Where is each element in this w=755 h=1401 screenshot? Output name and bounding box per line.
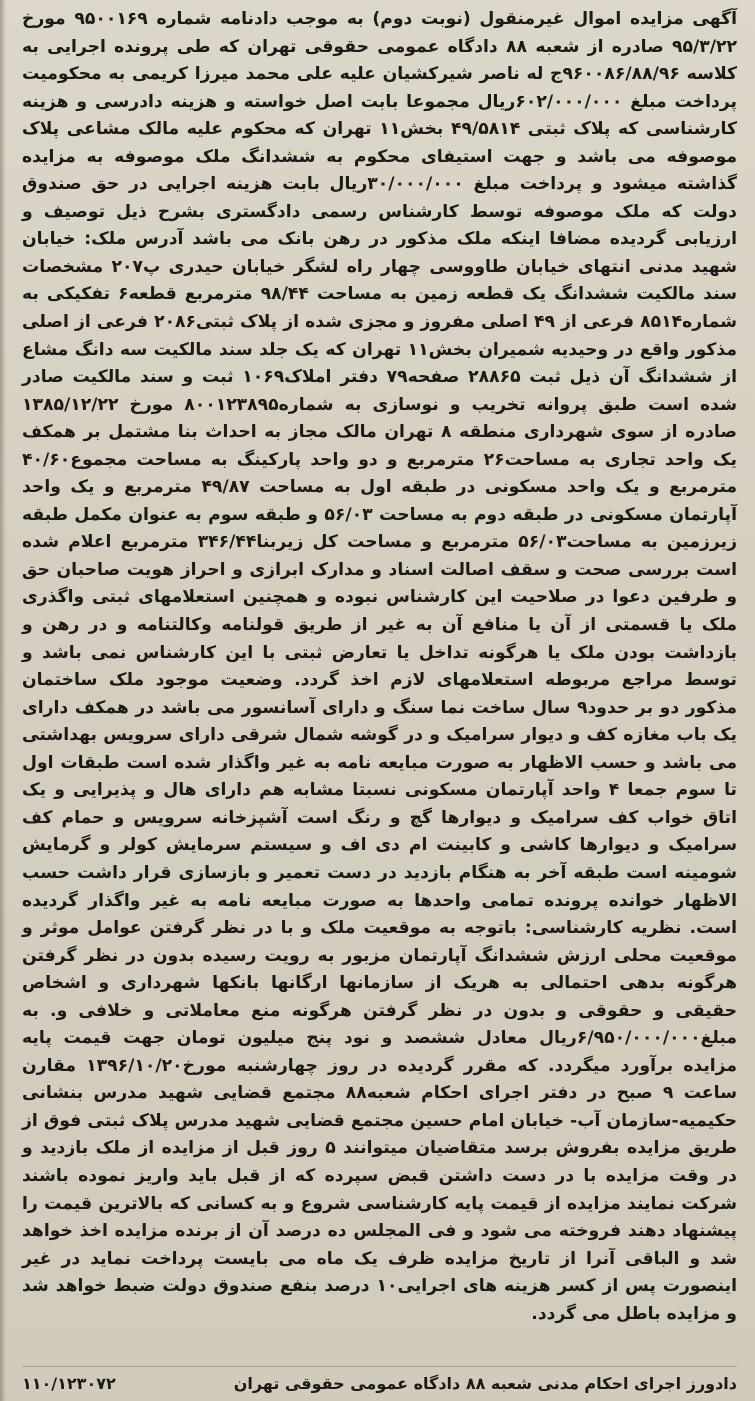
auction-notice-body [22, 6, 737, 1328]
reference-number: ۱۱۰/۱۲۳۰۷۲ [22, 1374, 116, 1393]
notice-footer [22, 1366, 737, 1397]
issuer-signature: دادورز اجرای احکام مدنی شعبه ۸۸ دادگاه عمومی حقوقی تهران [233, 1374, 737, 1393]
paper-edge-shadow [0, 0, 6, 1401]
auction-notice-text: آگهی مزایده اموال غیرمنقول (نوبت دوم) به موجب دادنامه شماره ۹۵۰۰۱۶۹ مورخ ۹۵/۳/۲۲ صادره از شعبه ۸۸ دادگاه عمومی حقوقی تهران که طی پرونده اجرایی به کلاسه ۹۶۰۰۸۶/۸۸/۹۶ج له ناصر شیرکشیان علیه علی محمد میرزا کریمی به محکومیت پرداخت مبلغ ۶۰۲/۰۰۰/۰۰۰ریال مجموعا بابت اصل خواسته و هزینه دادرسی و هزینه کارشناسی که پلاک ثبتی ۴۹/۵۸۱۴ بخش۱۱ تهران که محکوم علیه مالک مشاعی پلاک موصوفه می باشد و جهت استیفای محکوم به ششدانگ ملک موصوفه به مزایده گذاشته میشود و پرداخت مبلغ ۳۰/۰۰۰/۰۰۰ریال بابت هزینه اجرایی در حق صندوق دولت که ملک موصوفه توسط کارشناس رسمی دادگستری بشرح ذیل توصیف و ارزیابی گردیده مضافا اینکه ملک مذکور در رهن بانک می باشد آدرس ملک: خیابان شهید مدنی انتهای خیابان طاووسی چهار راه لشگر خیابان حیدری پ۲۰۷ مشخصات سند مالکیت ششدانگ یک قطعه زمین به مساحت ۹۸/۴۴ مترمربع قطعه۶ تفکیکی به شماره۸۵۱۴ فرعی از ۴۹ اصلی مفروز و مجزی شده از پلاک ثبتی۲۰۸۶ فرعی از اصلی مذکور واقع در وحیدیه شمیران بخش۱۱ تهران که یک جلد سند مالکیت سه دانگ مشاع از ششدانگ آن ذیل ثبت ۲۸۸۶۵ صفحه۷۹ دفتر املاک۱۰۶۹ ثبت و سند مالکیت صادر شده است طبق پروانه تخریب و نوسازی به شماره۸۰۰۱۲۳۸۹۵ مورخ ۱۳۸۵/۱۲/۲۲ صادره از سوی شهرداری منطقه ۸ تهران مالک مجاز به احداث بنا مشتمل بر همکف یک واحد تجاری به مساحت۲۶ مترمربع و دو واحد پارکینگ به مساحت مجموع۴۰/۶۰ مترمربع و یک واحد مسکونی در طبقه اول به مساحت ۴۹/۸۷ مترمربع و یک واحد آپارتمان مسکونی در طبقه دوم به مساحت ۵۶/۰۳ و طبقه سوم به عنوان مکمل طبقه زیرزمین به مساحت۵۶/۰۳ مترمربع و مساحت کل زیربنا۳۴۶/۴۴ مترمربع اعلام شده است بررسی صحت و سقف اصالت اسناد و مدارک ابرازی و احراز هویت صاحبان حق و طرفین دعوا در صلاحیت این کارشناس نبوده و همچنین استعلامهای ثبتی واگذری ملک یا قسمتی از آن یا منافع آن به غیر از طریق قولنامه وکالتنامه و در رهن و بازداشت بودن ملک یا هرگونه تداخل یا تعارض ثبتی با این کارشناس نمی باشد و توسط مراجع مربوطه استعلامهای لازم اخذ گردد. وضعیت موجود ملک ساختمان مذکور دو بر حدود۹ سال ساخت نما سنگ و دارای آسانسور می باشد در همکف دارای یک باب مغازه کف و دیوار سرامیک و در گوشه شمال شرقی دارای سرویس بهداشتی می باشد و حسب الاظهار به صورت مبایعه نامه به غیر واگذار شده است طبقات اول تا سوم جمعا ۴ واحد آپارتمان مسکونی نسبتا مشابه هم دارای هال و پذیرایی و یک اتاق خواب کف سرامیک و دیوارها گچ و رنگ است آشپزخانه سرویس و حمام کف سرامیک و دیوارها کاشی و کابینت ام دی اف و سیستم سرمایش کولر و گرمایش شومینه است طبقه آخر به هنگام بازدید در دست تعمیر و بازسازی قرار داشت حسب الاظهار خوانده پرونده تمامی واحدها به صورت مبایعه نامه به غیر واگذار گردیده است. نظریه کارشناسی: باتوجه به موقعیت ملک و با در نظر گرفتن عوامل موثر و موقعیت محلی ارزش ششدانگ آپارتمان مزبور به رویت رسیده بدون در نظر گرفتن هرگونه بدهی احتمالی به هریک از سازمانها ارگانها بانکها شهرداری و اشخاص حقیقی و حقوقی و بدون در نظر گرفتن هرگونه منع معاملاتی و خلافی و. به مبلغ۶/۹۵۰/۰۰۰/۰۰۰ریال معادل ششصد و نود پنج میلیون تومان جهت قیمت پایه مزایده برآورد میگردد. که مقرر گردیده در روز چهارشنبه مورخ۱۳۹۶/۱۰/۲۰ مقارن ساعت ۹ صبح در دفتر اجرای احکام شعبه۸۸ مجتمع قضایی شهید مدرس بنشانی حکیمیه-سازمان آب- خیابان امام حسین مجتمع قضایی شهید مدرس پلاک ثبتی فوق از طریق مزایده بفروش برسد متقاضیان میتوانند ۵ روز قبل از مزایده از ملک بازدید و در وقت مزایده با در دست داشتن قبض سپرده که از قبل باید واریز نموده باشند شرکت نمایند مزایده از قیمت پایه کارشناسی شروع و به کسانی که بالاترین قیمت را پیشنهاد دهند فروخته می شود و فی المجلس ده درصد آن از برنده مزایده اخذ خواهد شد و الباقی آنرا از تاریخ مزایده ظرف یک ماه می بایست پرداخت نماید در غیر اینصورت پس از کسر هزینه های اجرایی۱۰ درصد بنفع صندوق دولت ضبط خواهد شد و مزایده باطل می گردد. [22, 9, 738, 1324]
